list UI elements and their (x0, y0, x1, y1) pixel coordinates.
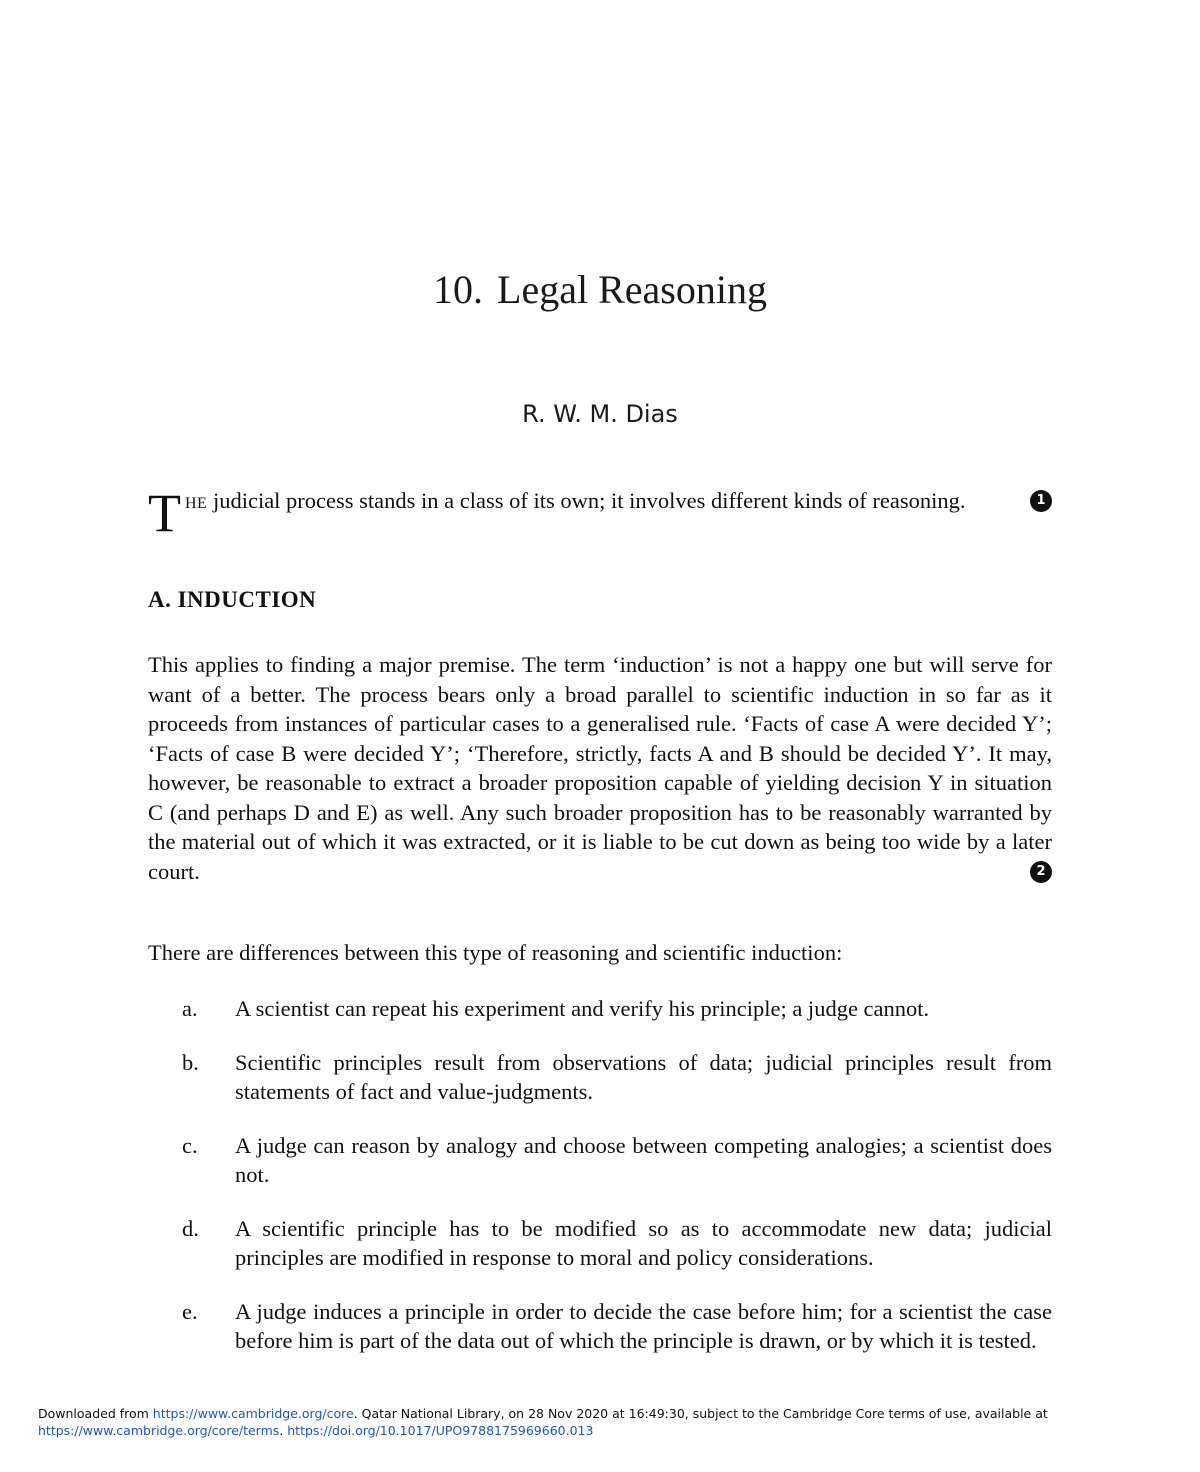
differences-list (148, 994, 1052, 1380)
footer-line-2 (38, 1422, 1168, 1439)
paragraph-induction-text: This applies to finding a major premise. The term ‘induction’ is not a happy one but will serve for want of a better. The process bears only a broad parallel to scientific induction in so far as it proceeds from instances of particular cases to a generalised rule. ‘Facts of case A were decided Y’; ‘Facts of case B were decided Y’; ‘Therefore, strictly, facts A and B should be decided Y’. It may, however, be reasonable to extract a broader proposition capable of yielding decision Y in situation C (and perhaps D and E) as well. Any such broader proposition has to be reasonably warranted by the material out of which it was extracted, or it is liable to be cut down as being too wide by a later court. (148, 652, 1052, 884)
download-footer (38, 1405, 1168, 1439)
list-item (148, 1214, 1052, 1273)
footer-doi-link[interactable]: https://doi.org/10.1017/UPO9788175969660.013 (287, 1423, 594, 1438)
list-item (148, 1297, 1052, 1356)
chapter-number: 10. (433, 267, 484, 312)
footer-separator: . (279, 1423, 288, 1438)
list-item (148, 1048, 1052, 1107)
list-item-letter: a. (182, 996, 198, 1021)
marker-1-icon: 1 (1030, 490, 1052, 512)
list-item (148, 1131, 1052, 1190)
list-item-letter: b. (182, 1049, 199, 1075)
footer-core-link[interactable]: https://www.cambridge.org/core (152, 1406, 354, 1421)
list-item-text: A scientific principle has to be modified so as to accommodate new data; judicial principles are modified in response to moral and policy considerations. (235, 1215, 1052, 1270)
footer-line-1 (38, 1405, 1168, 1422)
list-item-text: Scientific principles result from observations of data; judicial principles result from statements of fact and value-judgments. (235, 1049, 1052, 1104)
author-name: R. W. M. Dias (522, 400, 678, 428)
chapter-title-text: Legal Reasoning (497, 267, 767, 312)
list-item-text: A judge can reason by analogy and choose between competing analogies; a scientist does not. (235, 1132, 1052, 1187)
opening-paragraph (148, 483, 1052, 543)
footer-prefix: Downloaded from (38, 1406, 153, 1421)
paragraph-induction (148, 650, 1052, 886)
list-item-letter: e. (182, 1298, 198, 1324)
drop-cap: T (148, 483, 181, 543)
list-item-letter: c. (182, 1132, 198, 1158)
list-item-text: A scientist can repeat his experiment and verify his principle; a judge cannot. (235, 996, 930, 1021)
list-item-letter: d. (182, 1215, 199, 1241)
footer-middle: . Qatar National Library, on 28 Nov 2020 at 16:49:30, subject to the Cambridge Core terms of use, available at (353, 1406, 1048, 1421)
list-item-text: A judge induces a principle in order to decide the case before him; for a scientist the case before him is part of the data out of which the principle is drawn, or by which it is tested. (235, 1298, 1052, 1353)
opening-smallcaps: he (185, 488, 208, 513)
section-heading: A. INDUCTION (148, 587, 317, 612)
paragraph-differences: There are differences between this type of reasoning and scientific induction: (148, 940, 843, 965)
chapter-title (0, 262, 1200, 318)
marker-2-icon: 2 (1030, 861, 1052, 883)
opening-text: judicial process stands in a class of its own; it involves different kinds of reasoning. (207, 488, 966, 513)
footer-terms-link[interactable]: https://www.cambridge.org/core/terms (38, 1423, 280, 1438)
list-item (148, 994, 1052, 1024)
